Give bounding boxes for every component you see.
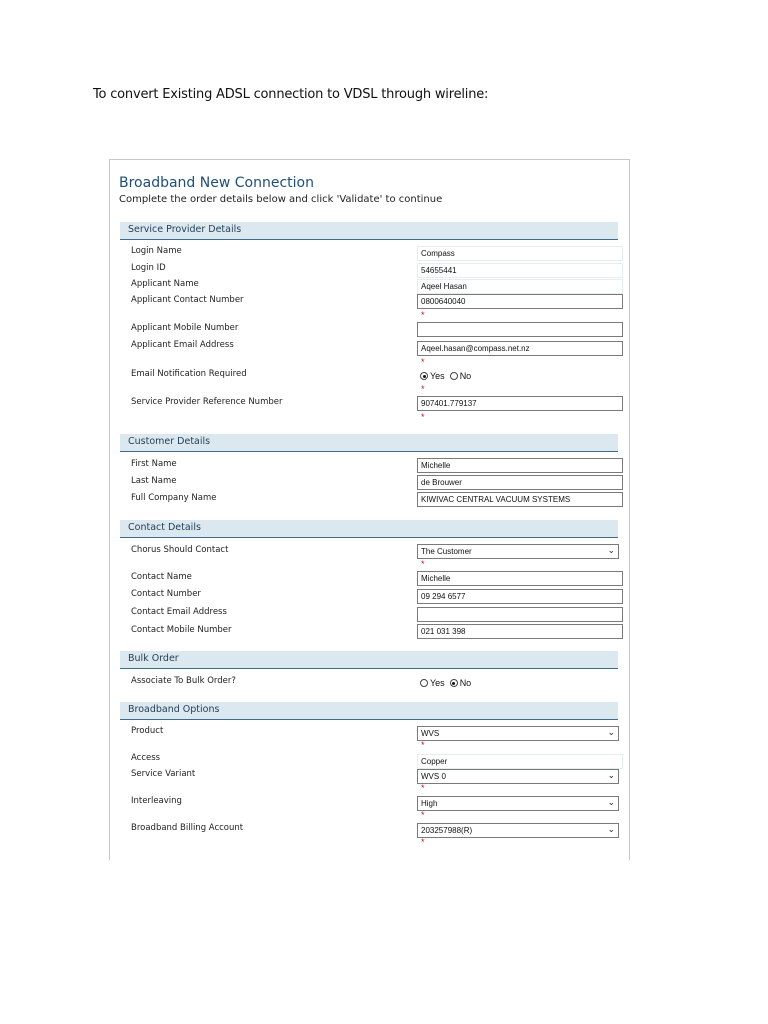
contact-mobile-label: Contact Mobile Number	[131, 625, 232, 635]
email-notification-no-radio[interactable]	[450, 372, 458, 380]
section-header-broadband-options: Broadband Options	[120, 702, 618, 720]
login-id-value: 54655441	[417, 263, 623, 278]
required-marker: *	[421, 740, 425, 750]
interleaving-label: Interleaving	[131, 796, 182, 806]
email-notification-radio-group	[420, 371, 474, 381]
document-heading: To convert Existing ADSL connection to VDSL through wireline:	[93, 87, 489, 102]
applicant-contact-label: Applicant Contact Number	[131, 295, 244, 305]
section-header-bulk-order: Bulk Order	[120, 651, 618, 669]
applicant-name-label: Applicant Name	[131, 279, 199, 289]
bulk-order-no-radio[interactable]	[450, 679, 458, 687]
bulk-order-yes-radio[interactable]	[420, 679, 428, 687]
product-selected-value: WVS	[421, 729, 440, 738]
first-name-label: First Name	[131, 459, 177, 469]
service-variant-selected-value: WVS 0	[421, 772, 446, 781]
chevron-down-icon: ⌄	[607, 770, 615, 780]
applicant-contact-input[interactable]: 0800640040	[417, 294, 623, 309]
section-header-contact: Contact Details	[120, 520, 618, 538]
billing-account-selected-value: 203257988(R)	[421, 826, 473, 835]
login-name-value: Compass	[417, 246, 623, 261]
required-marker: *	[421, 412, 425, 422]
bulk-order-radio-group	[420, 678, 474, 688]
chevron-down-icon: ⌄	[607, 797, 615, 807]
broadband-form-screenshot	[109, 159, 630, 860]
sp-reference-input[interactable]: 907401.779137	[417, 396, 623, 411]
access-value: Copper	[417, 754, 623, 769]
form-title: Broadband New Connection	[119, 175, 314, 191]
product-label: Product	[131, 726, 164, 736]
contact-email-label: Contact Email Address	[131, 607, 227, 617]
required-marker: *	[421, 357, 425, 367]
section-header-service-provider: Service Provider Details	[120, 222, 618, 240]
contact-name-label: Contact Name	[131, 572, 192, 582]
required-marker: *	[421, 384, 425, 394]
billing-account-label: Broadband Billing Account	[131, 823, 244, 833]
interleaving-selected-value: High	[421, 799, 438, 808]
applicant-name-value: Aqeel Hasan	[417, 279, 623, 294]
access-label: Access	[131, 753, 161, 763]
bulk-order-yes-label: Yes	[430, 678, 445, 688]
contact-number-input[interactable]: 09 294 6577	[417, 589, 623, 604]
service-variant-label: Service Variant	[131, 769, 196, 779]
chevron-down-icon: ⌄	[607, 545, 615, 555]
section-header-customer: Customer Details	[120, 434, 618, 452]
company-name-input[interactable]: KIWIVAC CENTRAL VACUUM SYSTEMS	[417, 492, 623, 507]
product-select[interactable]	[417, 726, 619, 741]
sp-reference-label: Service Provider Reference Number	[131, 397, 283, 407]
applicant-mobile-label: Applicant Mobile Number	[131, 323, 239, 333]
contact-email-input[interactable]	[417, 607, 623, 622]
company-name-label: Full Company Name	[131, 493, 217, 503]
first-name-input[interactable]: Michelle	[417, 458, 623, 473]
bulk-order-no-label: No	[459, 678, 472, 688]
applicant-email-input[interactable]: Aqeel.hasan@compass.net.nz	[417, 341, 623, 356]
chorus-contact-selected-value: The Customer	[421, 547, 472, 556]
contact-name-input[interactable]: Michelle	[417, 571, 623, 586]
bulk-order-label: Associate To Bulk Order?	[131, 676, 236, 686]
email-notification-label: Email Notification Required	[131, 369, 247, 379]
chorus-contact-label: Chorus Should Contact	[131, 545, 229, 555]
form-subtitle: Complete the order details below and click 'Validate' to continue	[119, 194, 443, 205]
required-marker: *	[421, 837, 425, 847]
required-marker: *	[421, 310, 425, 320]
required-marker: *	[421, 559, 425, 569]
applicant-email-label: Applicant Email Address	[131, 340, 234, 350]
contact-mobile-input[interactable]: 021 031 398	[417, 624, 623, 639]
email-notification-no-label: No	[459, 371, 472, 381]
applicant-mobile-input[interactable]	[417, 322, 623, 337]
service-variant-select[interactable]	[417, 769, 619, 784]
interleaving-select[interactable]	[417, 796, 619, 811]
billing-account-select[interactable]	[417, 823, 619, 838]
chevron-down-icon: ⌄	[607, 824, 615, 834]
required-marker: *	[421, 810, 425, 820]
email-notification-yes-label: Yes	[430, 371, 445, 381]
email-notification-yes-radio[interactable]	[420, 372, 428, 380]
chorus-contact-select[interactable]	[417, 544, 619, 559]
last-name-input[interactable]: de Brouwer	[417, 475, 623, 490]
last-name-label: Last Name	[131, 476, 177, 486]
login-name-label: Login Name	[131, 246, 182, 256]
contact-number-label: Contact Number	[131, 589, 201, 599]
chevron-down-icon: ⌄	[607, 727, 615, 737]
required-marker: *	[421, 783, 425, 793]
login-id-label: Login ID	[131, 263, 166, 273]
